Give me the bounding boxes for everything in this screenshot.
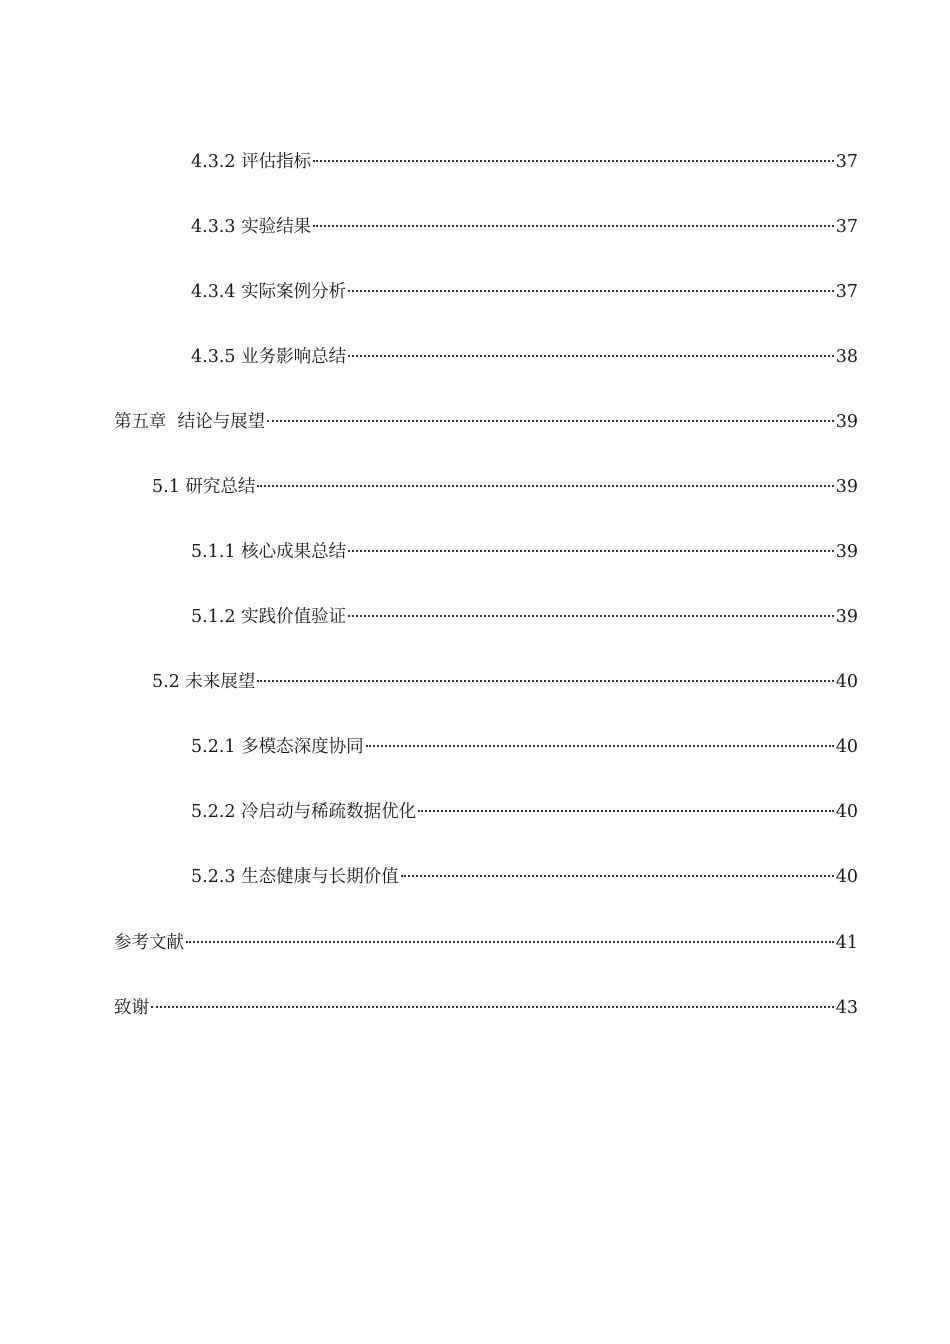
toc-entry-5-2-3[interactable] <box>191 862 858 892</box>
dot-leader <box>313 225 834 227</box>
toc-entry-page: 39 <box>835 607 858 627</box>
toc-entry-5-1-1[interactable] <box>191 537 858 567</box>
toc-entry-5-1[interactable] <box>152 472 858 502</box>
toc-entry-page: 38 <box>835 347 858 367</box>
dot-leader <box>348 615 834 617</box>
toc-entry-page: 40 <box>835 737 858 757</box>
toc-entry-page: 40 <box>835 672 858 692</box>
toc-entry-4-3-3[interactable] <box>191 212 858 242</box>
toc-entry-title: 5.2.1 多模态深度协同 <box>191 737 364 757</box>
toc-entry-title: 5.2 未来展望 <box>152 672 256 692</box>
toc-entry-title: 4.3.2 评估指标 <box>191 152 312 172</box>
toc-entry-acknowledgements[interactable] <box>114 993 858 1023</box>
toc-entry-page: 43 <box>835 998 858 1018</box>
dot-leader <box>348 550 834 552</box>
toc-entry-4-3-5[interactable] <box>191 342 858 372</box>
toc-entry-title: 4.3.4 实际案例分析 <box>191 282 347 302</box>
toc-entry-5-2-2[interactable] <box>191 797 858 827</box>
toc-entry-title: 4.3.3 实验结果 <box>191 217 312 237</box>
toc-entry-chapter-5[interactable] <box>114 407 858 437</box>
toc-entry-title: 参考文献 <box>114 933 184 953</box>
dot-leader <box>348 355 834 357</box>
toc-entry-5-2[interactable] <box>152 667 858 697</box>
toc-entry-5-1-2[interactable] <box>191 602 858 632</box>
dot-leader <box>313 160 834 162</box>
toc-entry-title: 5.1 研究总结 <box>152 477 256 497</box>
toc-entry-page: 41 <box>835 933 858 953</box>
dot-leader <box>366 745 834 747</box>
toc-entry-4-3-4[interactable] <box>191 277 858 307</box>
toc-entry-page: 39 <box>835 542 858 562</box>
dot-leader <box>257 680 833 682</box>
dot-leader <box>348 290 834 292</box>
dot-leader <box>418 810 834 812</box>
toc-entry-title: 5.2.2 冷启动与稀疏数据优化 <box>191 802 417 822</box>
toc-entry-title: 4.3.5 业务影响总结 <box>191 347 347 367</box>
toc-entry-5-2-1[interactable] <box>191 732 858 762</box>
toc-entry-4-3-2[interactable] <box>191 147 858 177</box>
dot-leader <box>401 875 834 877</box>
toc-entry-page: 40 <box>835 802 858 822</box>
dot-leader <box>186 941 834 943</box>
toc-entry-references[interactable] <box>114 928 858 958</box>
toc-entry-title: 5.2.3 生态健康与长期价值 <box>191 867 399 887</box>
toc-entry-page: 37 <box>835 152 858 172</box>
dot-leader <box>267 420 834 422</box>
toc-entry-page: 37 <box>835 217 858 237</box>
toc-entry-title: 第五章 结论与展望 <box>114 412 266 432</box>
toc-entry-title: 5.1.2 实践价值验证 <box>191 607 347 627</box>
toc-entry-page: 39 <box>835 412 858 432</box>
toc-entry-title: 5.1.1 核心成果总结 <box>191 542 347 562</box>
toc-entry-title: 致谢 <box>114 998 149 1018</box>
dot-leader <box>151 1006 834 1008</box>
toc-entry-page: 37 <box>835 282 858 302</box>
dot-leader <box>257 485 833 487</box>
toc-entry-page: 40 <box>835 867 858 887</box>
toc-entry-page: 39 <box>835 477 858 497</box>
